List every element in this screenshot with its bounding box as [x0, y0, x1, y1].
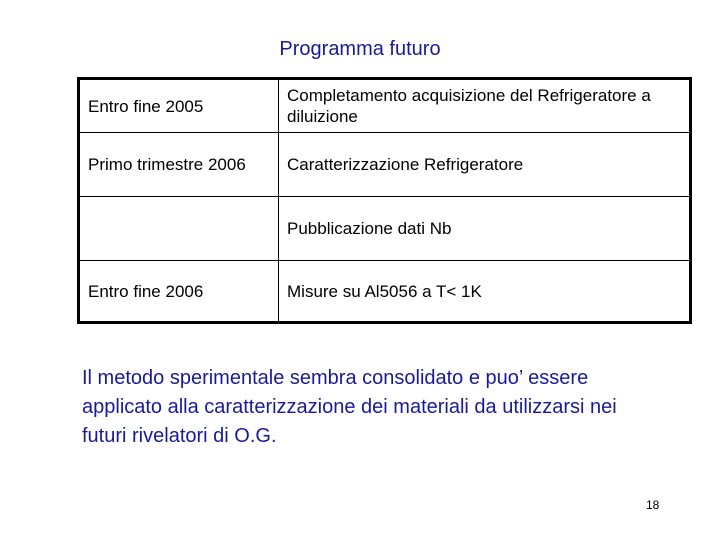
table-row: [79, 79, 691, 133]
table-row: [79, 261, 691, 323]
activity-cell: Pubblicazione dati Nb: [279, 197, 691, 261]
activity-cell: Completamento acquisizione del Refrigeratore a diluizione: [279, 79, 691, 133]
period-cell: Primo trimestre 2006: [79, 133, 279, 197]
slide-title: Programma futuro: [279, 38, 441, 60]
period-cell: Entro fine 2005: [79, 79, 279, 133]
page-number: 18: [646, 498, 660, 512]
conclusion-note: Il metodo sperimentale sembra consolidato e puo’ essere applicato alla caratterizzazione dei materiali da utilizzarsi nei futuri rivelatori di O.G.: [82, 367, 617, 447]
table-row: [79, 197, 691, 261]
activity-cell: Caratterizzazione Refrigeratore: [279, 133, 691, 197]
schedule-table: [77, 77, 692, 324]
table-row: [79, 133, 691, 197]
period-cell: Entro fine 2006: [79, 261, 279, 323]
period-cell: [79, 197, 279, 261]
activity-cell: Misure su Al5056 a T< 1K: [279, 261, 691, 323]
